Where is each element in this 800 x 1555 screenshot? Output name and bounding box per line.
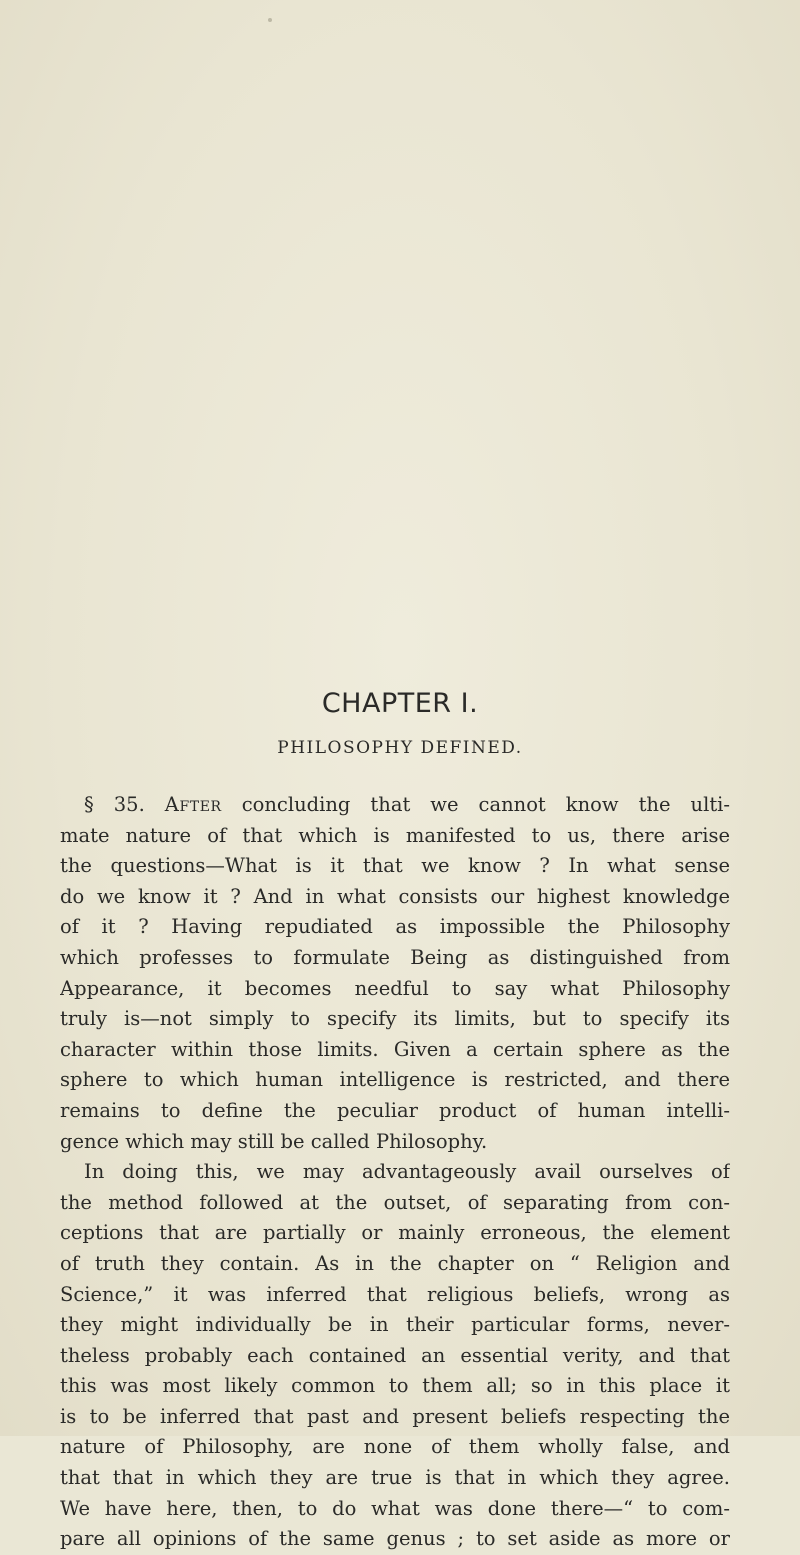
text-line: mate nature of that which is manifested to us, there arise bbox=[60, 823, 730, 847]
text-line: In doing this, we may advantageously avail ourselves of bbox=[84, 1160, 730, 1184]
section-number: § 35. bbox=[84, 793, 145, 816]
text-line: the method followed at the outset, of separating from con- bbox=[60, 1190, 730, 1214]
text-line: Appearance, it becomes needful to say what Philosophy bbox=[60, 976, 730, 1000]
paper-speck bbox=[268, 18, 272, 22]
text-line: theless probably each contained an essential verity, and that bbox=[60, 1343, 730, 1367]
text-line: ceptions that are partially or mainly erroneous, the element bbox=[60, 1221, 730, 1245]
text-line: of truth they contain. As in the chapter on “ Religion and bbox=[60, 1251, 730, 1275]
text-line: this was most likely common to them all; so in this place it bbox=[60, 1374, 730, 1398]
text-line: pare all opinions of the same genus ; to set aside as more or bbox=[60, 1527, 730, 1551]
text-line: is to be inferred that past and present beliefs respecting the bbox=[60, 1404, 730, 1428]
body-text bbox=[60, 790, 730, 1555]
text-line: they might individually be in their particular forms, never- bbox=[60, 1313, 730, 1337]
text-line: Science,” it was inferred that religious beliefs, wrong as bbox=[60, 1282, 730, 1306]
text-line: sphere to which human intelligence is restricted, and there bbox=[60, 1068, 730, 1092]
text-line: that that in which they are true is that in which they agree. bbox=[60, 1466, 730, 1490]
text-line: character within those limits. Given a certain sphere as the bbox=[60, 1037, 730, 1061]
text-line: the questions—What is it that we know ? In what sense bbox=[60, 854, 730, 878]
text-line: of it ? Having repudiated as impossible the Philosophy bbox=[60, 915, 730, 939]
text-line: remains to define the peculiar product of human intelli- bbox=[60, 1098, 730, 1122]
text-line: do we know it ? And in what consists our highest knowledge bbox=[60, 884, 730, 908]
text-line: which professes to formulate Being as distinguished from bbox=[60, 945, 730, 969]
text-line: § 35. After concluding that we cannot know the ulti- bbox=[84, 793, 730, 816]
chapter-title: PHILOSOPHY DEFINED. bbox=[277, 738, 523, 758]
text-line: gence which may still be called Philosophy. bbox=[60, 1129, 488, 1153]
chapter-heading: CHAPTER I. bbox=[321, 688, 479, 719]
lead-word: After bbox=[164, 793, 222, 816]
text-line: nature of Philosophy, are none of them wholly false, and bbox=[60, 1435, 730, 1459]
text-line: We have here, then, to do what was done there—“ to com- bbox=[60, 1496, 730, 1520]
text-line: truly is—not simply to specify its limits, but to specify its bbox=[60, 1007, 730, 1031]
